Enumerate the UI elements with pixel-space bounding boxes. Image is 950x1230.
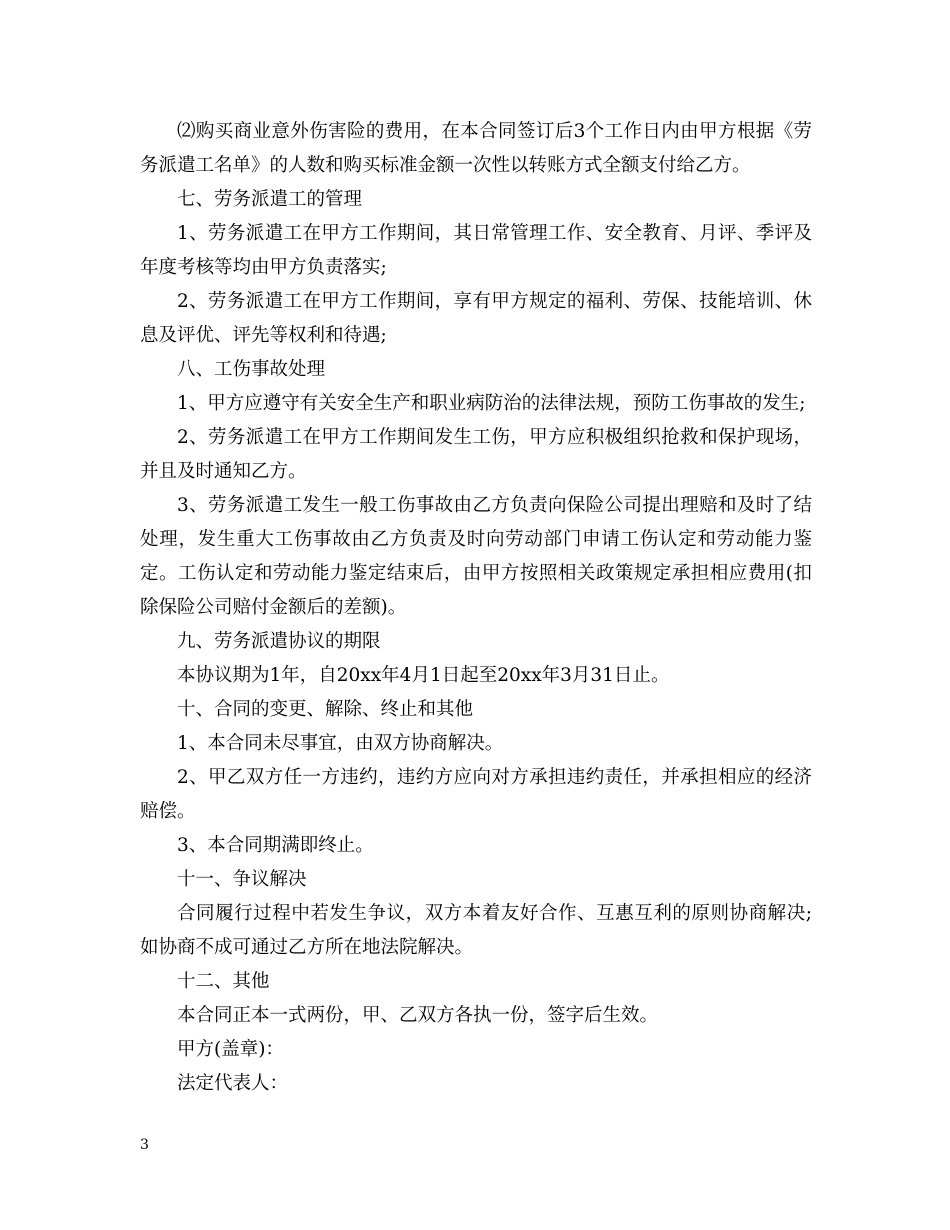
paragraph-other: 本合同正本一式两份，甲、乙双方各执一份，签字后生效。 [177, 1005, 659, 1026]
paragraph-term: 本协议期为1年，自20xx年4月1日起至20xx年3月31日止。 [177, 665, 670, 686]
paragraph-injury-2: 2、劳务派遣工在甲方工作期间发生工伤，甲方应积极组织抢救和保护现场，并且及时通知乙方。 [140, 427, 812, 482]
signature-party-a: 甲方(盖章)： [177, 1039, 284, 1060]
paragraph-injury-1: 1、甲方应遵守有关安全生产和职业病防治的法律法规，预防工伤事故的发生; [177, 393, 806, 414]
page-number: 3 [140, 1137, 149, 1153]
section-heading-management: 七、劳务派遣工的管理 [177, 189, 363, 210]
document-body [140, 115, 812, 1101]
signature-legal-representative: 法定代表人： [177, 1073, 289, 1094]
paragraph-management-1: 1、劳务派遣工在甲方工作期间，其日常管理工作、安全教育、月评、季评及年度考核等均由甲方负责落实; [140, 223, 812, 278]
section-heading-term: 九、劳务派遣协议的期限 [177, 631, 381, 652]
section-heading-dispute: 十一、争议解决 [177, 869, 307, 890]
section-heading-injury: 八、工伤事故处理 [177, 359, 326, 380]
paragraph-changes-3: 3、本合同期满即终止。 [177, 835, 374, 856]
paragraph-management-2: 2、劳务派遣工在甲方工作期间，享有甲方规定的福利、劳保、技能培训、休息及评优、评先等权利和待遇; [140, 291, 812, 346]
section-heading-other: 十二、其他 [177, 971, 270, 992]
section-heading-changes: 十、合同的变更、解除、终止和其他 [177, 699, 474, 720]
paragraph-dispute: 合同履行过程中若发生争议，双方本着友好合作、互惠互利的原则协商解决;如协商不成可通过乙方所在地法院解决。 [140, 903, 812, 958]
paragraph-insurance-payment: ⑵购买商业意外伤害险的费用，在本合同签订后3个工作日内由甲方根据《劳务派遣工名单》的人数和购买标准金额一次性以转账方式全额支付给乙方。 [140, 121, 812, 176]
paragraph-changes-1: 1、本合同未尽事宜，由双方协商解决。 [177, 733, 504, 754]
paragraph-injury-3: 3、劳务派遣工发生一般工伤事故由乙方负责向保险公司提出理赔和及时了结处理，发生重大工伤事故由乙方负责及时向劳动部门申请工伤认定和劳动能力鉴定。工伤认定和劳动能力鉴定结束后，由甲方按照相关政策规定承担相应费用(扣除保险公司赔付金额后的差额)。 [140, 495, 812, 618]
paragraph-changes-2: 2、甲乙双方任一方违约，违约方应向对方承担违约责任，并承担相应的经济赔偿。 [140, 767, 812, 822]
